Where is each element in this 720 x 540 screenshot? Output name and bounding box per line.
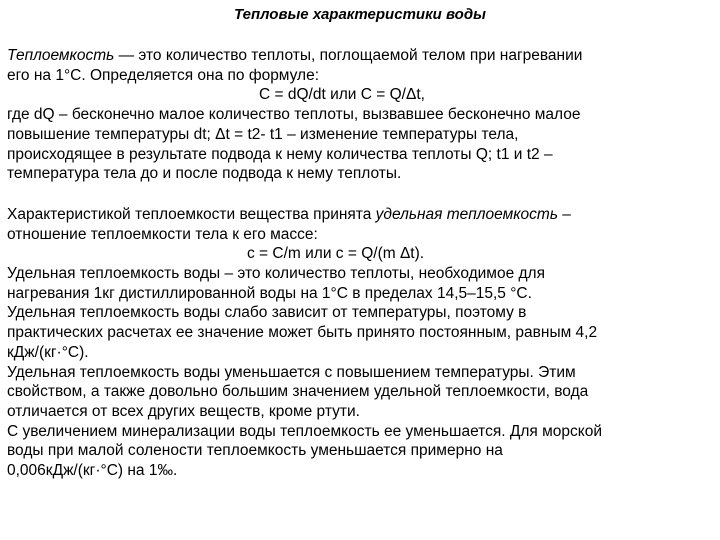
text-line: где dQ – бесконечно малое количество теплоты, вызвавшее бесконечно малое <box>7 106 581 124</box>
text-line: 0,006кДж/(кг·°С) на 1‰. <box>7 462 178 480</box>
paragraph-heat-capacity <box>7 46 717 184</box>
text-line: свойством, а также довольно большим значением удельной теплоемкости, вода <box>7 383 589 401</box>
formula-heat-capacity: С = dQ/dt или С = Q/Δt, <box>259 86 425 104</box>
term-heat-capacity: Теплоемкость <box>7 47 115 64</box>
text-line: температура тела до и после подвода к нему теплоты. <box>7 165 402 183</box>
text-line <box>7 205 717 225</box>
text-line: повышение температуры dt; Δt = t2- t1 – изменение температуры тела, <box>7 125 519 143</box>
text-line <box>7 46 717 66</box>
page-title: Тепловые характеристики воды <box>234 6 486 23</box>
text-line: отношение теплоемкости тела к его массе: <box>7 225 318 243</box>
text-line: происходящее в результате подвода к нему количества теплоты Q; t1 и t2 – <box>7 145 553 163</box>
paragraph-specific-heat <box>7 205 717 481</box>
text-fragment: – <box>557 205 571 223</box>
document-body <box>7 46 717 481</box>
text-line: его на 1°С. Определяется она по формуле: <box>7 66 320 84</box>
text-line: практических расчетах ее значение может быть принято постоянным, равным 4,2 <box>7 324 598 342</box>
paragraph-gap <box>7 184 717 205</box>
text-line: кДж/(кг·°С). <box>7 343 89 361</box>
text-line: С увеличением минерализации воды теплоемкость ее уменьшается. Для морской <box>7 422 602 440</box>
term-specific-heat: удельная теплоемкость <box>375 205 558 223</box>
text-fragment: Характеристикой теплоемкости вещества принята <box>7 205 376 223</box>
text-fragment: — это количество теплоты, поглощаемой телом при нагревании <box>114 47 583 64</box>
text-line: Удельная теплоемкость воды слабо зависит от температуры, поэтому в <box>7 304 527 322</box>
text-line: воды при малой солености теплоемкость уменьшается примерно на <box>7 442 503 460</box>
formula-specific-heat: с = С/m или с = Q/(m Δt). <box>247 245 425 263</box>
text-line: отличается от всех других веществ, кроме ртути. <box>7 402 360 420</box>
text-line: Удельная теплоемкость воды уменьшается с повышением температуры. Этим <box>7 363 576 381</box>
text-line: нагревания 1кг дистиллированной воды на 1°С в пределах 14,5–15,5 °С. <box>7 284 532 302</box>
text-line: Удельная теплоемкость воды – это количество теплоты, необходимое для <box>7 265 545 283</box>
